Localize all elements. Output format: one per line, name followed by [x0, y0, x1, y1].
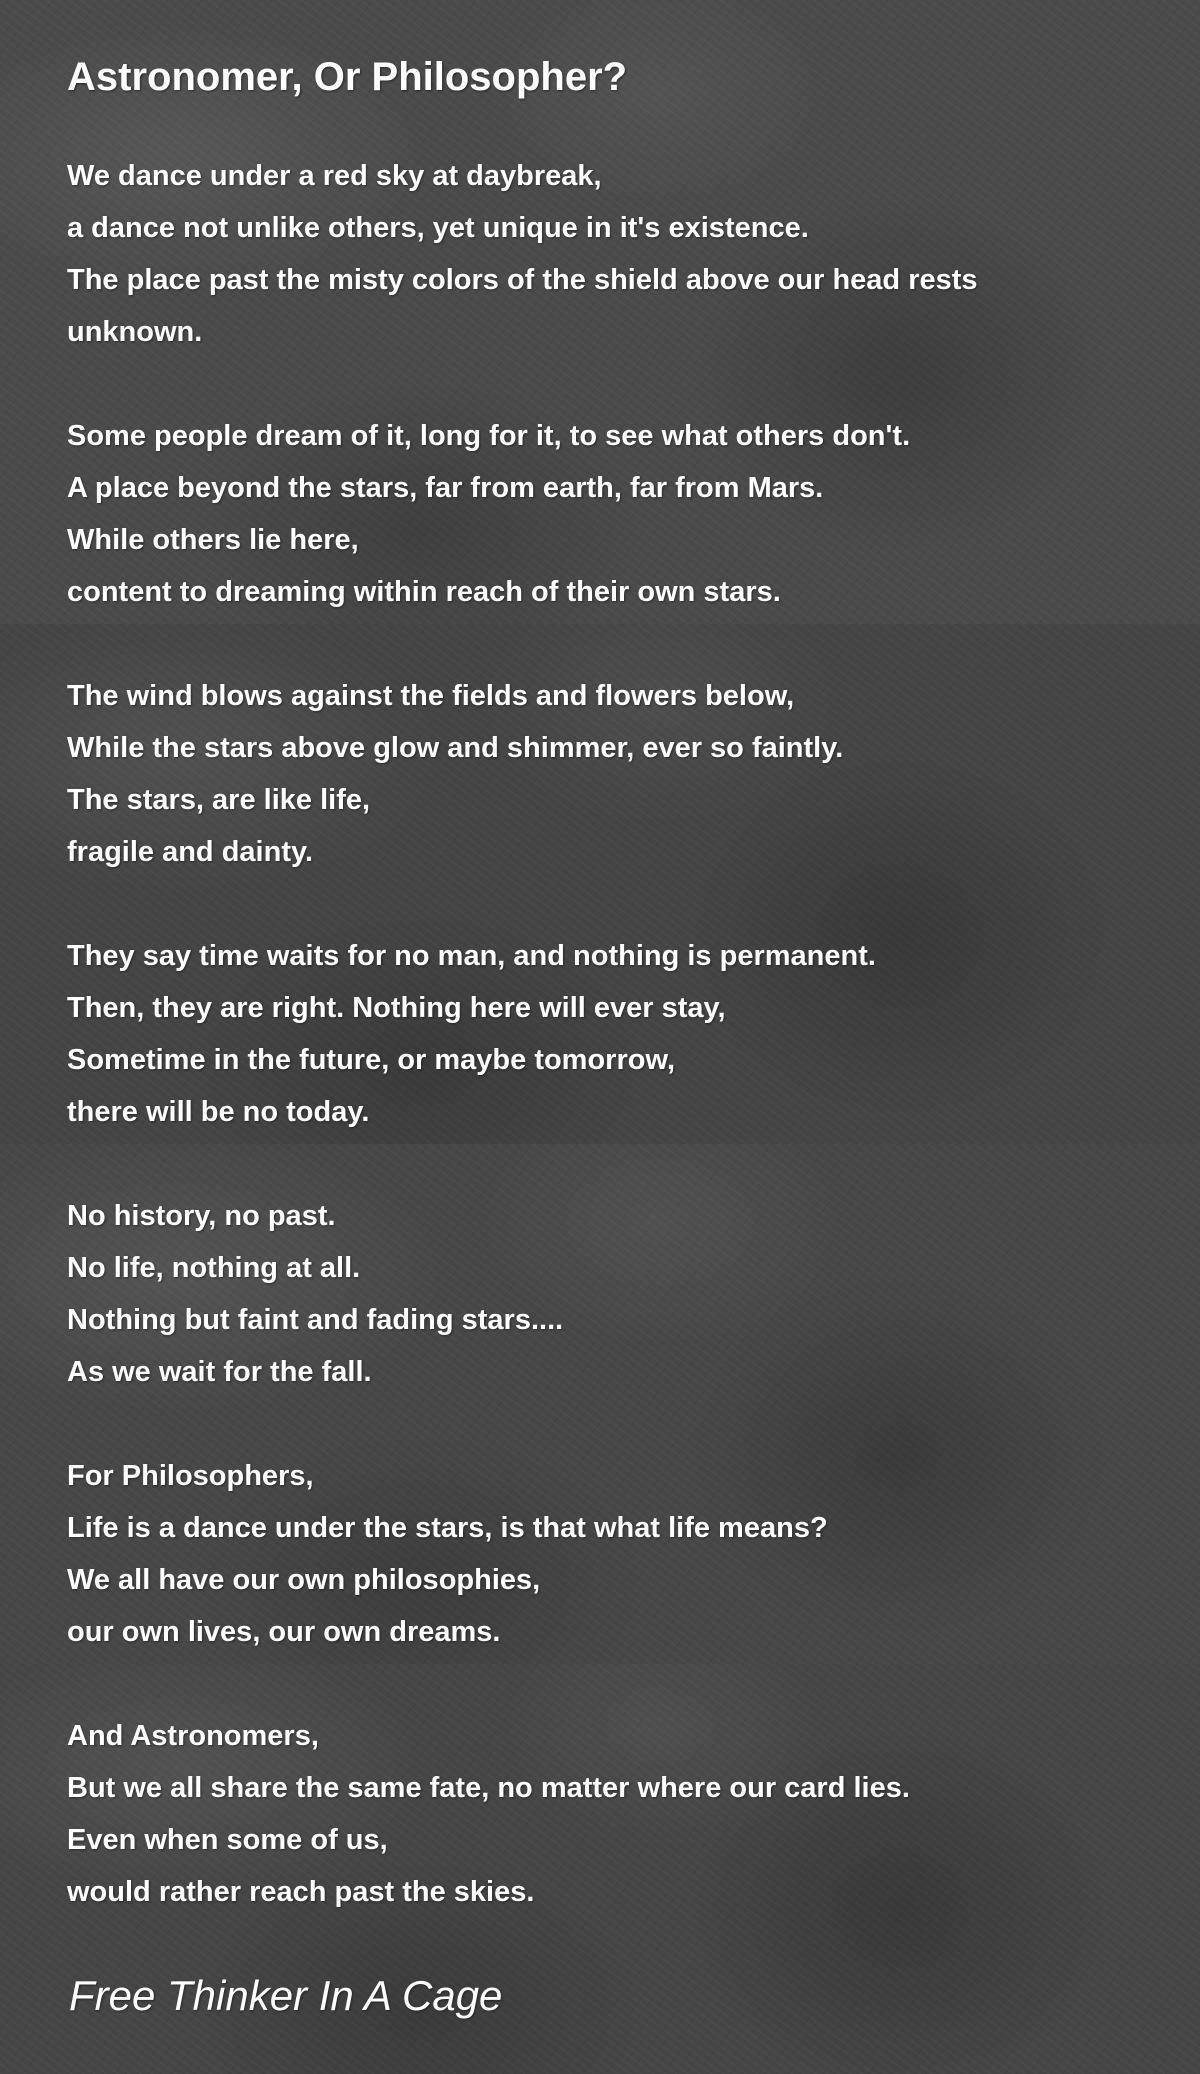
poem-line: Sometime in the future, or maybe tomorrow,: [67, 1044, 676, 1076]
stanza-break: [67, 1138, 978, 1190]
poem-line: Life is a dance under the stars, is that what life means?: [67, 1512, 828, 1544]
poem-line: While others lie here,: [67, 524, 359, 556]
poem-line: But we all share the same fate, no matter where our card lies.: [67, 1772, 910, 1804]
poem-line: We all have our own philosophies,: [67, 1564, 541, 1596]
poem-line: We dance under a red sky at daybreak,: [67, 160, 602, 192]
poem-line: As we wait for the fall.: [67, 1356, 372, 1388]
poem-line: A place beyond the stars, far from earth, far from Mars.: [67, 472, 824, 504]
poem-line: The wind blows against the fields and flowers below,: [67, 680, 795, 712]
poem-line: While the stars above glow and shimmer, ever so faintly.: [67, 732, 844, 764]
poem-line: No history, no past.: [67, 1200, 336, 1232]
poem-line: The stars, are like life,: [67, 784, 371, 816]
poem-line: content to dreaming within reach of their own stars.: [67, 576, 781, 608]
poem-line: Nothing but faint and fading stars....: [67, 1304, 564, 1336]
stanza-break: [67, 1658, 978, 1710]
poem-line: For Philosophers,: [67, 1460, 314, 1492]
poem-line: fragile and dainty.: [67, 836, 314, 868]
poem-line: No life, nothing at all.: [67, 1252, 361, 1284]
poem-author: Free Thinker In A Cage: [69, 1972, 503, 2019]
stanza-break: [67, 1398, 978, 1450]
poem-line: would rather reach past the skies.: [67, 1876, 535, 1908]
poem-line: our own lives, our own dreams.: [67, 1616, 501, 1648]
poem-line: The place past the misty colors of the shield above our head rests: [67, 264, 978, 296]
poem-line: Even when some of us,: [67, 1824, 388, 1856]
stanza-break: [67, 618, 978, 670]
poem-line: They say time waits for no man, and nothing is permanent.: [67, 940, 876, 972]
poem-line: Then, they are right. Nothing here will ever stay,: [67, 992, 726, 1024]
poem-body: [67, 150, 978, 1918]
poem-title: Astronomer, Or Philosopher?: [67, 55, 628, 99]
poem-line: there will be no today.: [67, 1096, 370, 1128]
poem-line: Some people dream of it, long for it, to see what others don't.: [67, 420, 911, 452]
poem-line: a dance not unlike others, yet unique in it's existence.: [67, 212, 809, 244]
poem-line: unknown.: [67, 316, 203, 348]
poem-line: And Astronomers,: [67, 1720, 319, 1752]
stanza-break: [67, 878, 978, 930]
stanza-break: [67, 358, 978, 410]
